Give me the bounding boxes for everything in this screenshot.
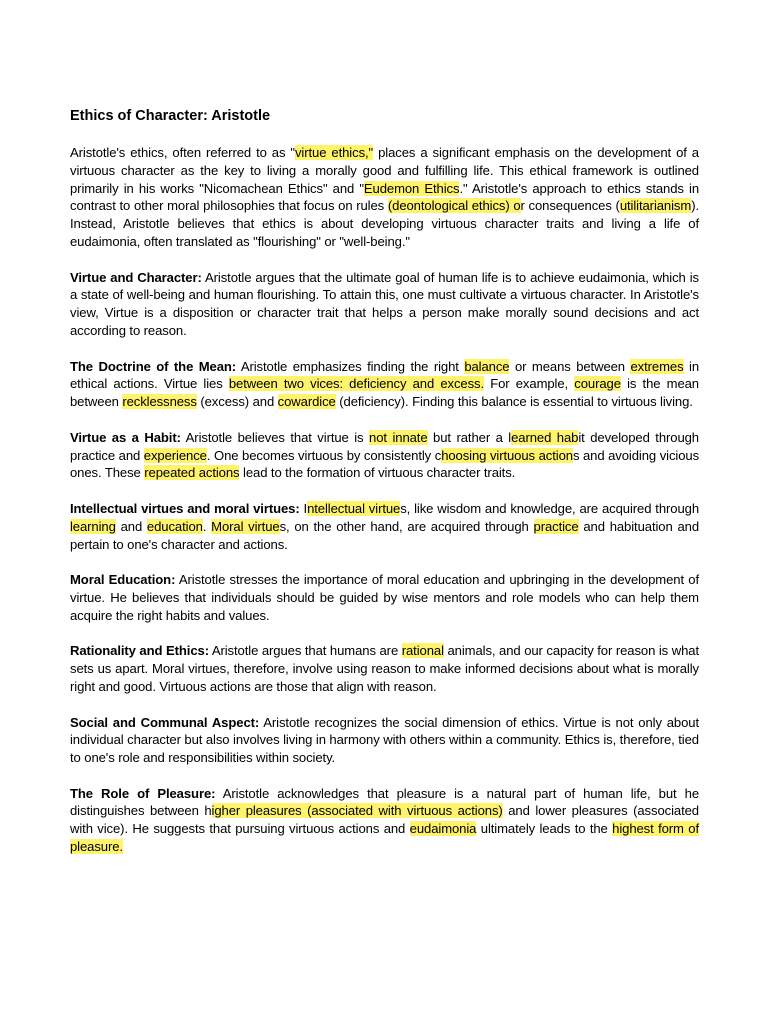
text-segment: . xyxy=(202,518,212,534)
paragraph-heading: The Role of Pleasure: xyxy=(70,785,216,801)
text-segment: s, like wisdom and knowledge, are acquired through xyxy=(400,500,699,516)
highlighted-text: education xyxy=(146,518,203,534)
text-segment: Aristotle argues that humans are xyxy=(208,643,402,659)
text-segment: ). Instead, Aristotle believes that ethics is about developing virtuous character traits and living a life of eudaimonia, often translated as "flourishing" or "well-being." xyxy=(70,198,699,249)
text-segment: (excess) and xyxy=(196,394,278,410)
highlighted-text: eudaimonia xyxy=(409,821,477,837)
text-segment: Aristotle recognizes the social dimension of ethics. Virtue is not only about individual character but also involves living in harmony with others within a community. Ethics is, therefore, tied to one's role and responsibilities within society. xyxy=(70,714,699,766)
highlighted-text: rational xyxy=(401,643,444,659)
text-segment: ." Aristotle's approach to ethics stands in contrast to other moral philosophies that focus on rules xyxy=(70,180,699,214)
highlighted-text: not innate xyxy=(369,429,428,445)
highlighted-text: practice xyxy=(533,518,579,534)
highlighted-text: experience xyxy=(143,447,207,463)
paragraph xyxy=(70,358,699,411)
paragraph-heading: Moral Education: xyxy=(70,572,176,588)
text-segment: Aristotle's ethics, often referred to as " xyxy=(70,145,295,160)
highlighted-text: highest form of pleasure. xyxy=(70,821,699,855)
text-segment: I xyxy=(299,500,308,516)
paragraph xyxy=(70,642,699,695)
highlighted-text: utilitarianism xyxy=(619,198,692,214)
highlighted-text: recklessness xyxy=(122,394,197,410)
paragraph-heading: The Doctrine of the Mean: xyxy=(70,358,237,374)
document-title: Ethics of Character: Aristotle xyxy=(70,108,271,124)
paragraph-heading: Virtue and Character: xyxy=(70,269,202,285)
paragraph xyxy=(70,785,699,856)
text-segment: r consequences ( xyxy=(520,198,620,214)
text-segment: For example, xyxy=(484,376,575,392)
highlighted-text: Eudemon Ethics xyxy=(363,180,460,196)
paragraph-heading: Rationality and Ethics: xyxy=(70,643,209,659)
text-segment: but rather a l xyxy=(427,429,512,445)
highlighted-text: igher pleasures (associated with virtuous actions) xyxy=(211,803,503,819)
document-body xyxy=(70,144,699,856)
paragraph xyxy=(70,571,699,624)
paragraph-heading: Virtue as a Habit: xyxy=(70,429,181,445)
text-segment: places a significant emphasis on the development of a virtuous character as the key to living a morally good and fulfilling life. This ethical framework is outlined primarily in his works "Nicomachean Ethics" and " xyxy=(70,145,699,196)
text-segment: or means between xyxy=(509,358,631,374)
text-segment: lead to the formation of virtuous character traits. xyxy=(239,465,516,481)
text-segment: Aristotle believes that virtue is xyxy=(180,429,370,445)
text-segment: animals, and our capacity for reason is what sets us apart. Moral virtues, therefore, involve using reason to make informed decisions about what is morally right and good. Virtuous actions are those that align with reason. xyxy=(70,643,699,694)
text-segment: . One becomes virtuous by consistently c xyxy=(206,447,442,463)
text-segment: it developed through practice and xyxy=(70,429,699,463)
text-segment: Aristotle acknowledges that pleasure is a natural part of human life, but he distinguishes between h xyxy=(70,785,699,819)
paragraph xyxy=(70,714,699,767)
text-segment: Aristotle argues that the ultimate goal of human life is to achieve eudaimonia, which is a state of well-being and human flourishing. To attain this, one must cultivate a virtuous character. In Aristotle's view, Virtue is a disposition or character trait that helps a person make morally sound decisions and act according to reason. xyxy=(70,269,699,338)
text-segment: and habituation and pertain to one's character and actions. xyxy=(70,518,699,552)
text-segment: Aristotle stresses the importance of moral education and upbringing in the development of virtue. He believes that individuals should be guided by wise mentors and role models who can help them acquire the right habits and values. xyxy=(70,572,699,623)
highlighted-text: (deontological ethics) o xyxy=(387,198,521,214)
highlighted-text: repeated actions xyxy=(144,465,240,481)
text-segment: s, on the other hand, are acquired through xyxy=(279,518,534,534)
text-segment: s and avoiding vicious ones. These xyxy=(70,447,700,481)
paragraph xyxy=(70,269,699,340)
paragraph-heading: Social and Communal Aspect: xyxy=(70,714,260,730)
highlighted-text: courage xyxy=(574,376,621,392)
paragraph xyxy=(70,144,699,251)
text-segment: Aristotle emphasizes finding the right xyxy=(236,358,465,374)
highlighted-text: between two vices: deficiency and excess. xyxy=(228,376,485,392)
text-segment: in ethical actions. Virtue lies xyxy=(70,358,700,392)
highlighted-text: earned hab xyxy=(511,429,579,445)
text-segment: and lower pleasures (associated with vice). He suggests that pursuing virtuous actions and xyxy=(70,803,699,837)
highlighted-text: cowardice xyxy=(277,394,336,410)
paragraph-heading: Intellectual virtues and moral virtues: xyxy=(70,500,300,516)
paragraph xyxy=(70,500,699,553)
text-segment: is the mean between xyxy=(70,376,699,410)
highlighted-text: hoosing virtuous action xyxy=(441,447,573,463)
highlighted-text: learning xyxy=(70,518,116,534)
paragraph xyxy=(70,429,699,482)
highlighted-text: extremes xyxy=(630,358,684,374)
text-segment: ultimately leads to the xyxy=(476,821,613,837)
highlighted-text: Moral virtue xyxy=(211,518,280,534)
text-segment: (deficiency). Finding this balance is essential to virtuous living. xyxy=(335,394,693,410)
text-segment: and xyxy=(115,518,147,534)
highlighted-text: balance xyxy=(464,358,510,374)
highlighted-text: virtue ethics," xyxy=(294,145,374,160)
highlighted-text: ntellectual virtue xyxy=(307,500,401,516)
